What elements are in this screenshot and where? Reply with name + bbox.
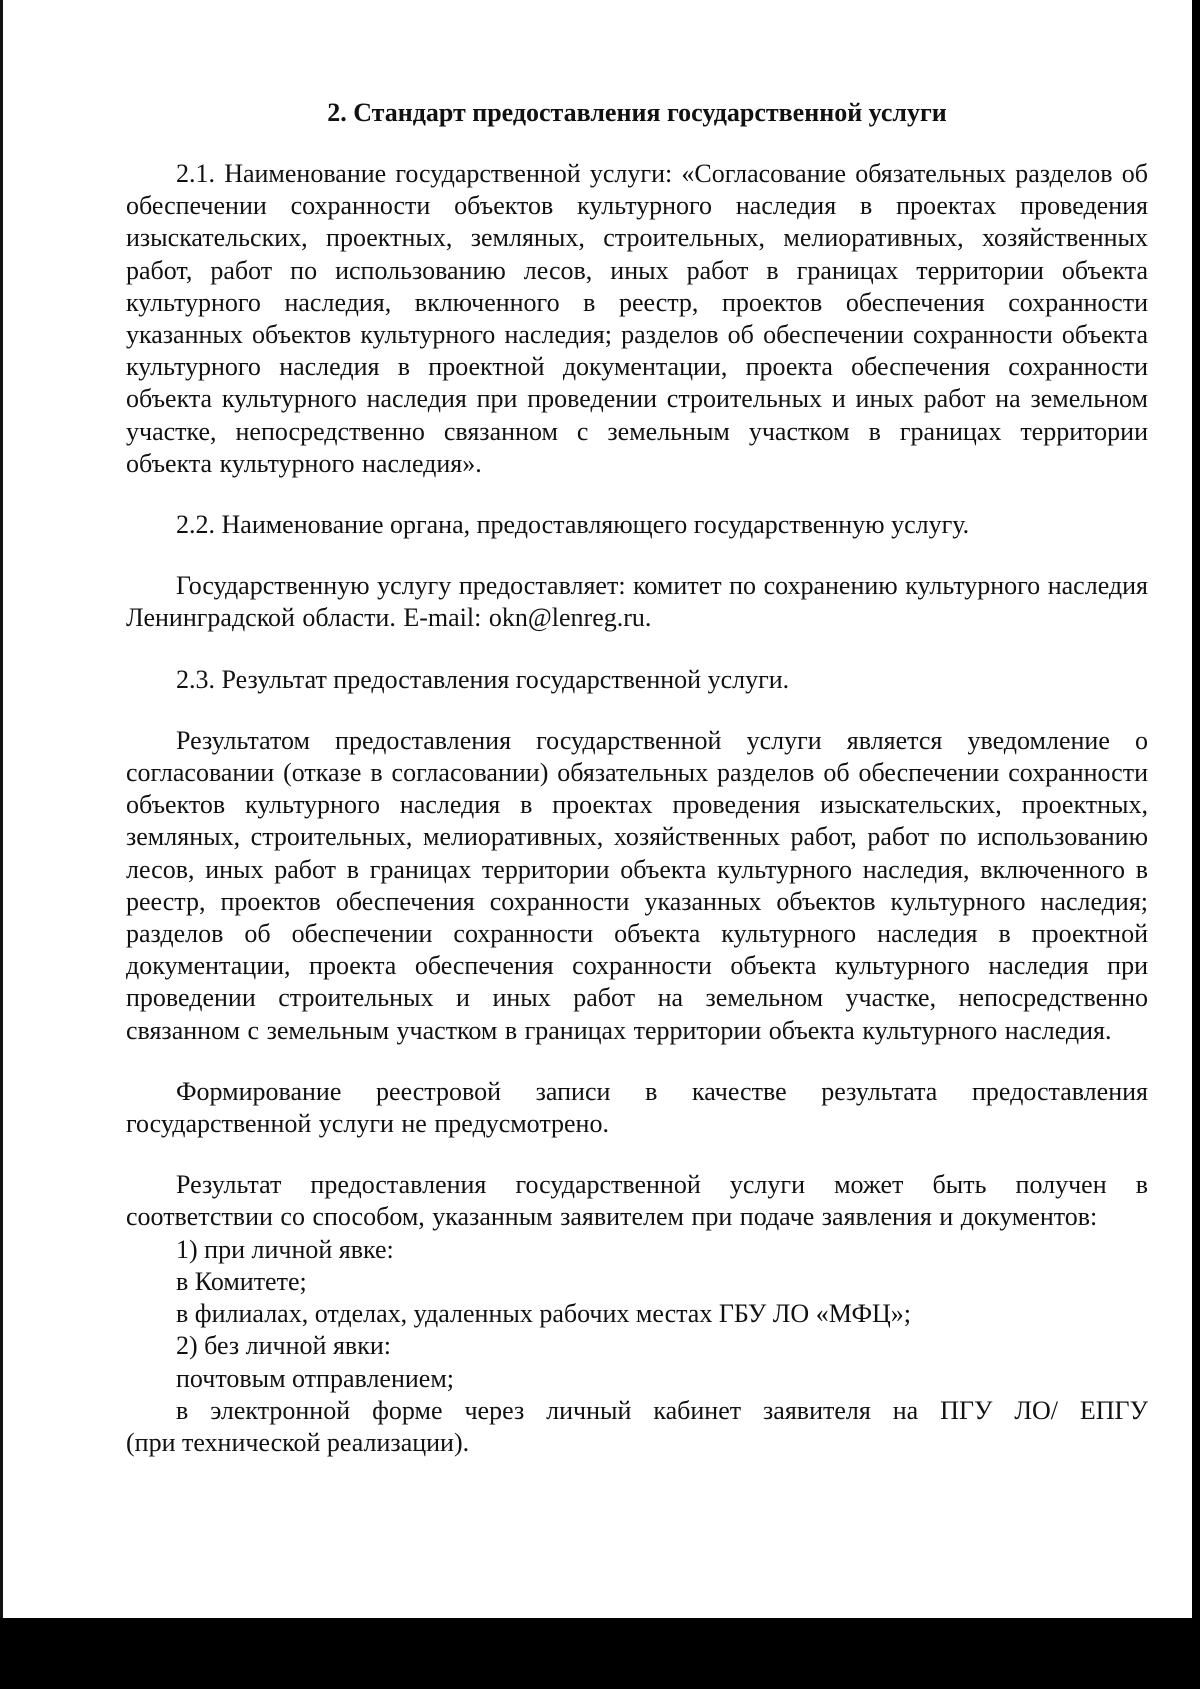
delivery-item-mail: почтовым отправлением;	[176, 1363, 455, 1393]
document-page	[126, 96, 1148, 1459]
result-paragraph: Результатом предоставления государственной услуги является уведомление о согласовании (отказе в согласовании) обязательных разделов об обеспечении сохранности объектов культурного наследия в проектах проведения изыскательских, проектных, земляных, строительных, мелиоративных, хозяйственных работ, работ по использованию лесов, иных работ в границах территории объекта культурного наследия, включенного в реестр, проектов обеспечения сохранности указанных объектов культурного наследия; разделов об обеспечении сохранности объекта культурного наследия в проектной документации, проекта обеспечения сохранности объекта культурного наследия при проведении строительных и иных работ на земельном участке, непосредственно связанном с земельным участком в границах территории объекта культурного наследия.	[126, 725, 1148, 1045]
registry-note-paragraph: Формирование реестровой записи в качестве результата предоставления государственной услуги не предусмотрено.	[126, 1076, 1148, 1139]
delivery-item-mfc: в филиалах, отделах, удаленных рабочих местах ГБУ ЛО «МФЦ»;	[176, 1299, 912, 1329]
scan-right-edge	[1192, 0, 1200, 1689]
scan-left-edge	[0, 0, 3, 1689]
result-subheading: 2.3. Результат предоставления государственной услуги.	[176, 664, 790, 694]
provider-paragraph: Государственную услугу предоставляет: комитет по сохранению культурного наследия Ленинградской области. E-mail: okn@lenreg.ru.	[126, 571, 1148, 633]
delivery-item-electronic: в электронной форме через личный кабинет заявителя на ПГУ ЛО/ ЕПГУ	[176, 1395, 1148, 1425]
service-name-paragraph: 2.1. Наименование государственной услуги: «Согласование обязательных разделов об обеспечении сохранности объектов культурного наследия в проектах проведения изыскательских, проектных, земляных, строительных, мелиоративных, хозяйственных работ, работ по использованию лесов, иных работ в границах территории объекта культурного наследия, включенного в реестр, проектов обеспечения сохранности указанных объектов культурного наследия; разделов об обеспечении сохранности объекта культурного наследия в проектной документации, проекта обеспечения сохранности объекта культурного наследия при проведении строительных и иных работ на земельном участке, непосредственно связанном с земельным участком в границах территории объекта культурного наследия».	[126, 159, 1148, 478]
delivery-intro-paragraph: Результат предоставления государственной услуги может быть получен в соответствии со способом, указанным заявителем при подаче заявления и документов:	[126, 1170, 1148, 1232]
provider-subheading: 2.2. Наименование органа, предоставляющего государственную услугу.	[176, 510, 970, 540]
delivery-item-remote: 2) без личной явки:	[176, 1331, 391, 1361]
section-heading: 2. Стандарт предоставления государственной услуги	[327, 98, 947, 127]
delivery-item-electronic-note: (при технической реализации).	[126, 1427, 470, 1457]
scan-bottom-band	[0, 1618, 1200, 1689]
delivery-item-in-person: 1) при личной явке:	[176, 1234, 394, 1264]
delivery-item-committee: в Комитете;	[176, 1266, 307, 1296]
